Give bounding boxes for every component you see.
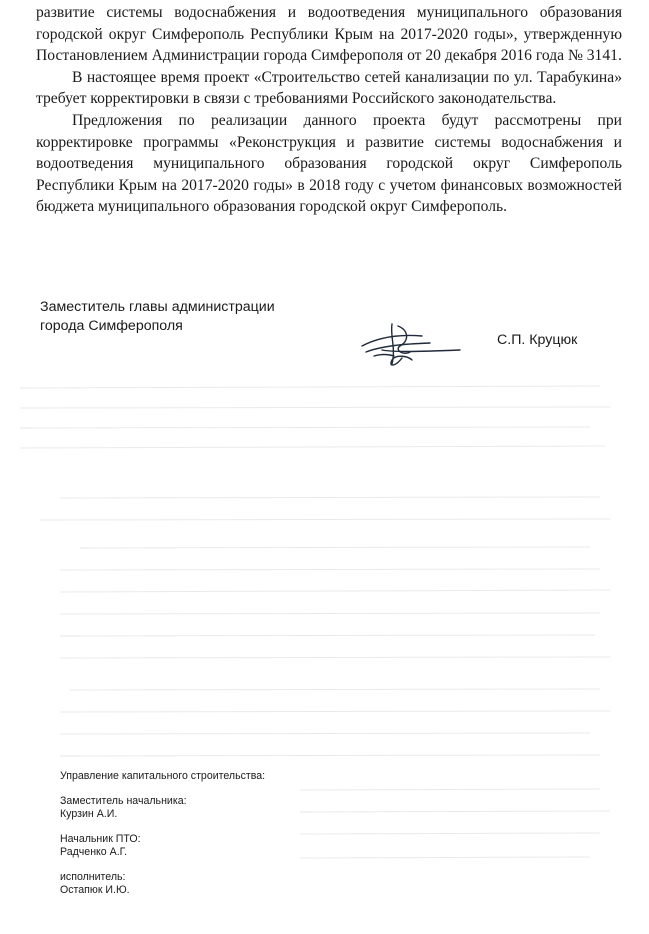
- deputy-label: Заместитель начальника:: [60, 795, 187, 807]
- pto-name: Радченко А.Г.: [60, 846, 128, 858]
- approval-pto: [60, 833, 360, 859]
- deputy-name: Курзин А.И.: [60, 808, 118, 820]
- approval-list: [60, 770, 360, 909]
- letter-body: [36, 2, 622, 218]
- paragraph-project-status: В настоящее время проект «Строительство сетей канализации по ул. Тарабукина» требует корректировки в связи с требованиями Российского законодательства.: [36, 68, 622, 108]
- department-label: Управление капитального строительства:: [60, 770, 266, 782]
- pto-label: Начальник ПТО:: [60, 833, 141, 845]
- signatory-name: С.П. Круцюк: [497, 332, 578, 348]
- executor-name: Остапюк И.Ю.: [60, 884, 130, 896]
- signatory-title: [40, 298, 340, 336]
- signatory-title-line2: города Симферополя: [40, 318, 183, 334]
- paragraph-program-reference: развитие системы водоснабжения и водоотведения муниципального образования городской округ Симферополь Республики Крым на 2017-2020 годы», утвержденную Постановлением Администрации города Симферополя от 20 декабря 2016 года № 3141.: [36, 4, 622, 65]
- approval-department: [60, 770, 360, 783]
- signatory-title-line1: Заместитель главы администрации: [40, 299, 275, 315]
- approval-executor: [60, 871, 360, 897]
- executor-label: исполнитель:: [60, 871, 126, 883]
- approval-deputy: [60, 795, 360, 821]
- handwritten-signature: [352, 316, 464, 372]
- paragraph-proposals: Предложения по реализации данного проекта будут рассмотрены при корректировке программы «Реконструкция и развитие системы водоснабжения и водоотведения муниципального образования городской округ Симферополь Республики Крым на 2017-2020 годы» в 2018 году с учетом финансовых возможностей бюджета муниципального образования городской округ Симферополь.: [36, 111, 622, 216]
